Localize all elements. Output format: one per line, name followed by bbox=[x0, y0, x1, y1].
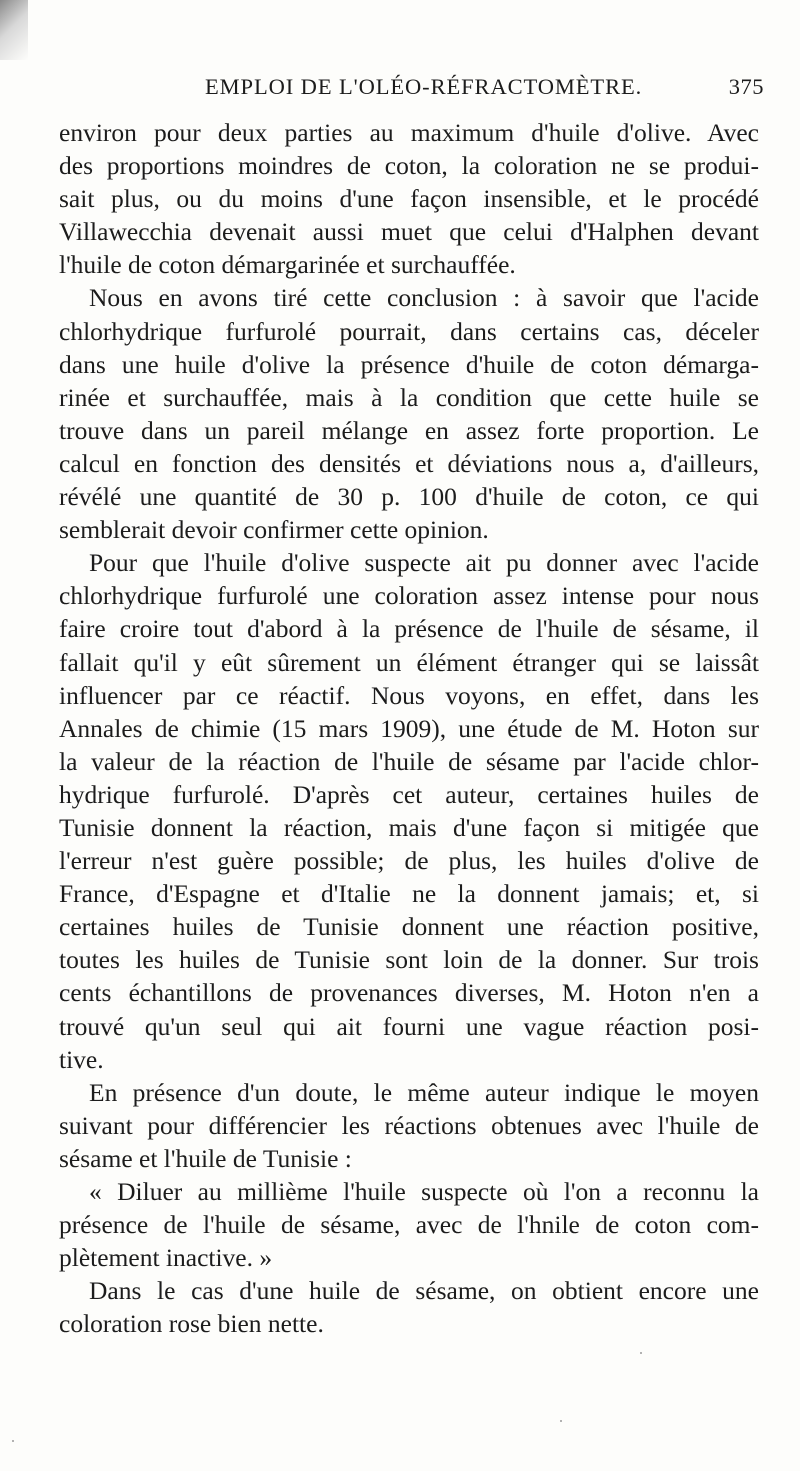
paper-speck bbox=[640, 1352, 642, 1354]
text-line: influencer par ce réactif. Nous voyons, en effet, dans les bbox=[59, 680, 759, 710]
text-line: trouvé qu'un seul qui ait fourni une vague réaction posi- bbox=[59, 1011, 759, 1041]
running-head bbox=[62, 74, 762, 104]
text-line: Villawecchia devenait aussi muet que celui d'Halphen devant bbox=[59, 217, 759, 247]
page-number: 375 bbox=[728, 74, 764, 99]
text-line: Tunisie donnent la réaction, mais d'une façon si mitigée que bbox=[59, 812, 759, 842]
text-line: semblerait devoir confirmer cette opinion. bbox=[59, 515, 489, 545]
text-line: certaines huiles de Tunisie donnent une réaction positive, bbox=[59, 912, 759, 942]
text-line: rinée et surchauffée, mais à la condition que cette huile se bbox=[59, 382, 759, 412]
text-line: révélé une quantité de 30 p. 100 d'huile de coton, ce qui bbox=[59, 482, 759, 512]
body-text bbox=[59, 116, 759, 1340]
quote-line: plètement inactive. » bbox=[59, 1243, 273, 1273]
text-line: faire croire tout d'abord à la présence de l'huile de sésame, il bbox=[59, 614, 759, 644]
text-line: sésame et l'huile de Tunisie : bbox=[59, 1143, 352, 1173]
text-line: dans une huile d'olive la présence d'huile de coton démarga- bbox=[59, 349, 759, 379]
paper-speck bbox=[12, 1440, 14, 1442]
text-line: l'erreur n'est guère possible; de plus, les huiles d'olive de bbox=[59, 846, 759, 876]
text-line: coloration rose bien nette. bbox=[59, 1309, 324, 1339]
text-line: toutes les huiles de Tunisie sont loin de la donner. Sur trois bbox=[59, 945, 759, 975]
text-line: Pour que l'huile d'olive suspecte ait pu donner avec l'acide bbox=[89, 548, 759, 578]
text-line: sait plus, ou du moins d'une façon insensible, et le procédé bbox=[59, 184, 759, 214]
text-line: calcul en fonction des densités et déviations nous a, d'ailleurs, bbox=[59, 448, 759, 478]
paper-speck bbox=[560, 1420, 562, 1422]
text-line: suivant pour différencier les réactions obtenues avec l'huile de bbox=[59, 1110, 759, 1140]
page-edge-shadow bbox=[0, 0, 28, 60]
text-line: cents échantillons de provenances diverses, M. Hoton n'en a bbox=[59, 978, 759, 1008]
text-line: tive. bbox=[59, 1044, 104, 1074]
text-line: trouve dans un pareil mélange en assez forte proportion. Le bbox=[59, 415, 759, 445]
text-line: la valeur de la réaction de l'huile de sésame par l'acide chlor- bbox=[59, 746, 759, 776]
text-line: Annales de chimie (15 mars 1909), une étude de M. Hoton sur bbox=[59, 713, 759, 743]
quote-line: présence de l'huile de sésame, avec de l'hnile de coton com- bbox=[59, 1210, 759, 1240]
text-line: fallait qu'il y eût sûrement un élément étranger qui se laissât bbox=[59, 647, 759, 677]
text-line: chlorhydrique furfurolé pourrait, dans certains cas, déceler bbox=[59, 316, 759, 346]
quote-line: « Diluer au millième l'huile suspecte où l'on a reconnu la bbox=[89, 1177, 759, 1206]
text-line: environ pour deux parties au maximum d'huile d'olive. Avec bbox=[59, 118, 759, 147]
text-line: En présence d'un doute, le même auteur indique le moyen bbox=[89, 1077, 759, 1107]
running-title: EMPLOI DE L'OLÉO-RÉFRACTOMÈTRE. bbox=[205, 74, 643, 99]
text-line: Nous en avons tiré cette conclusion : à savoir que l'acide bbox=[89, 283, 759, 313]
text-line: hydrique furfurolé. D'après cet auteur, certaines huiles de bbox=[59, 779, 759, 809]
text-line: Dans le cas d'une huile de sésame, on obtient encore une bbox=[89, 1276, 759, 1306]
text-line: l'huile de coton démargarinée et surchauffée. bbox=[59, 250, 516, 280]
text-line: des proportions moindres de coton, la coloration ne se produi- bbox=[59, 151, 759, 181]
text-line: chlorhydrique furfurolé une coloration assez intense pour nous bbox=[59, 581, 759, 611]
text-line: France, d'Espagne et d'Italie ne la donnent jamais; et, si bbox=[59, 879, 759, 909]
